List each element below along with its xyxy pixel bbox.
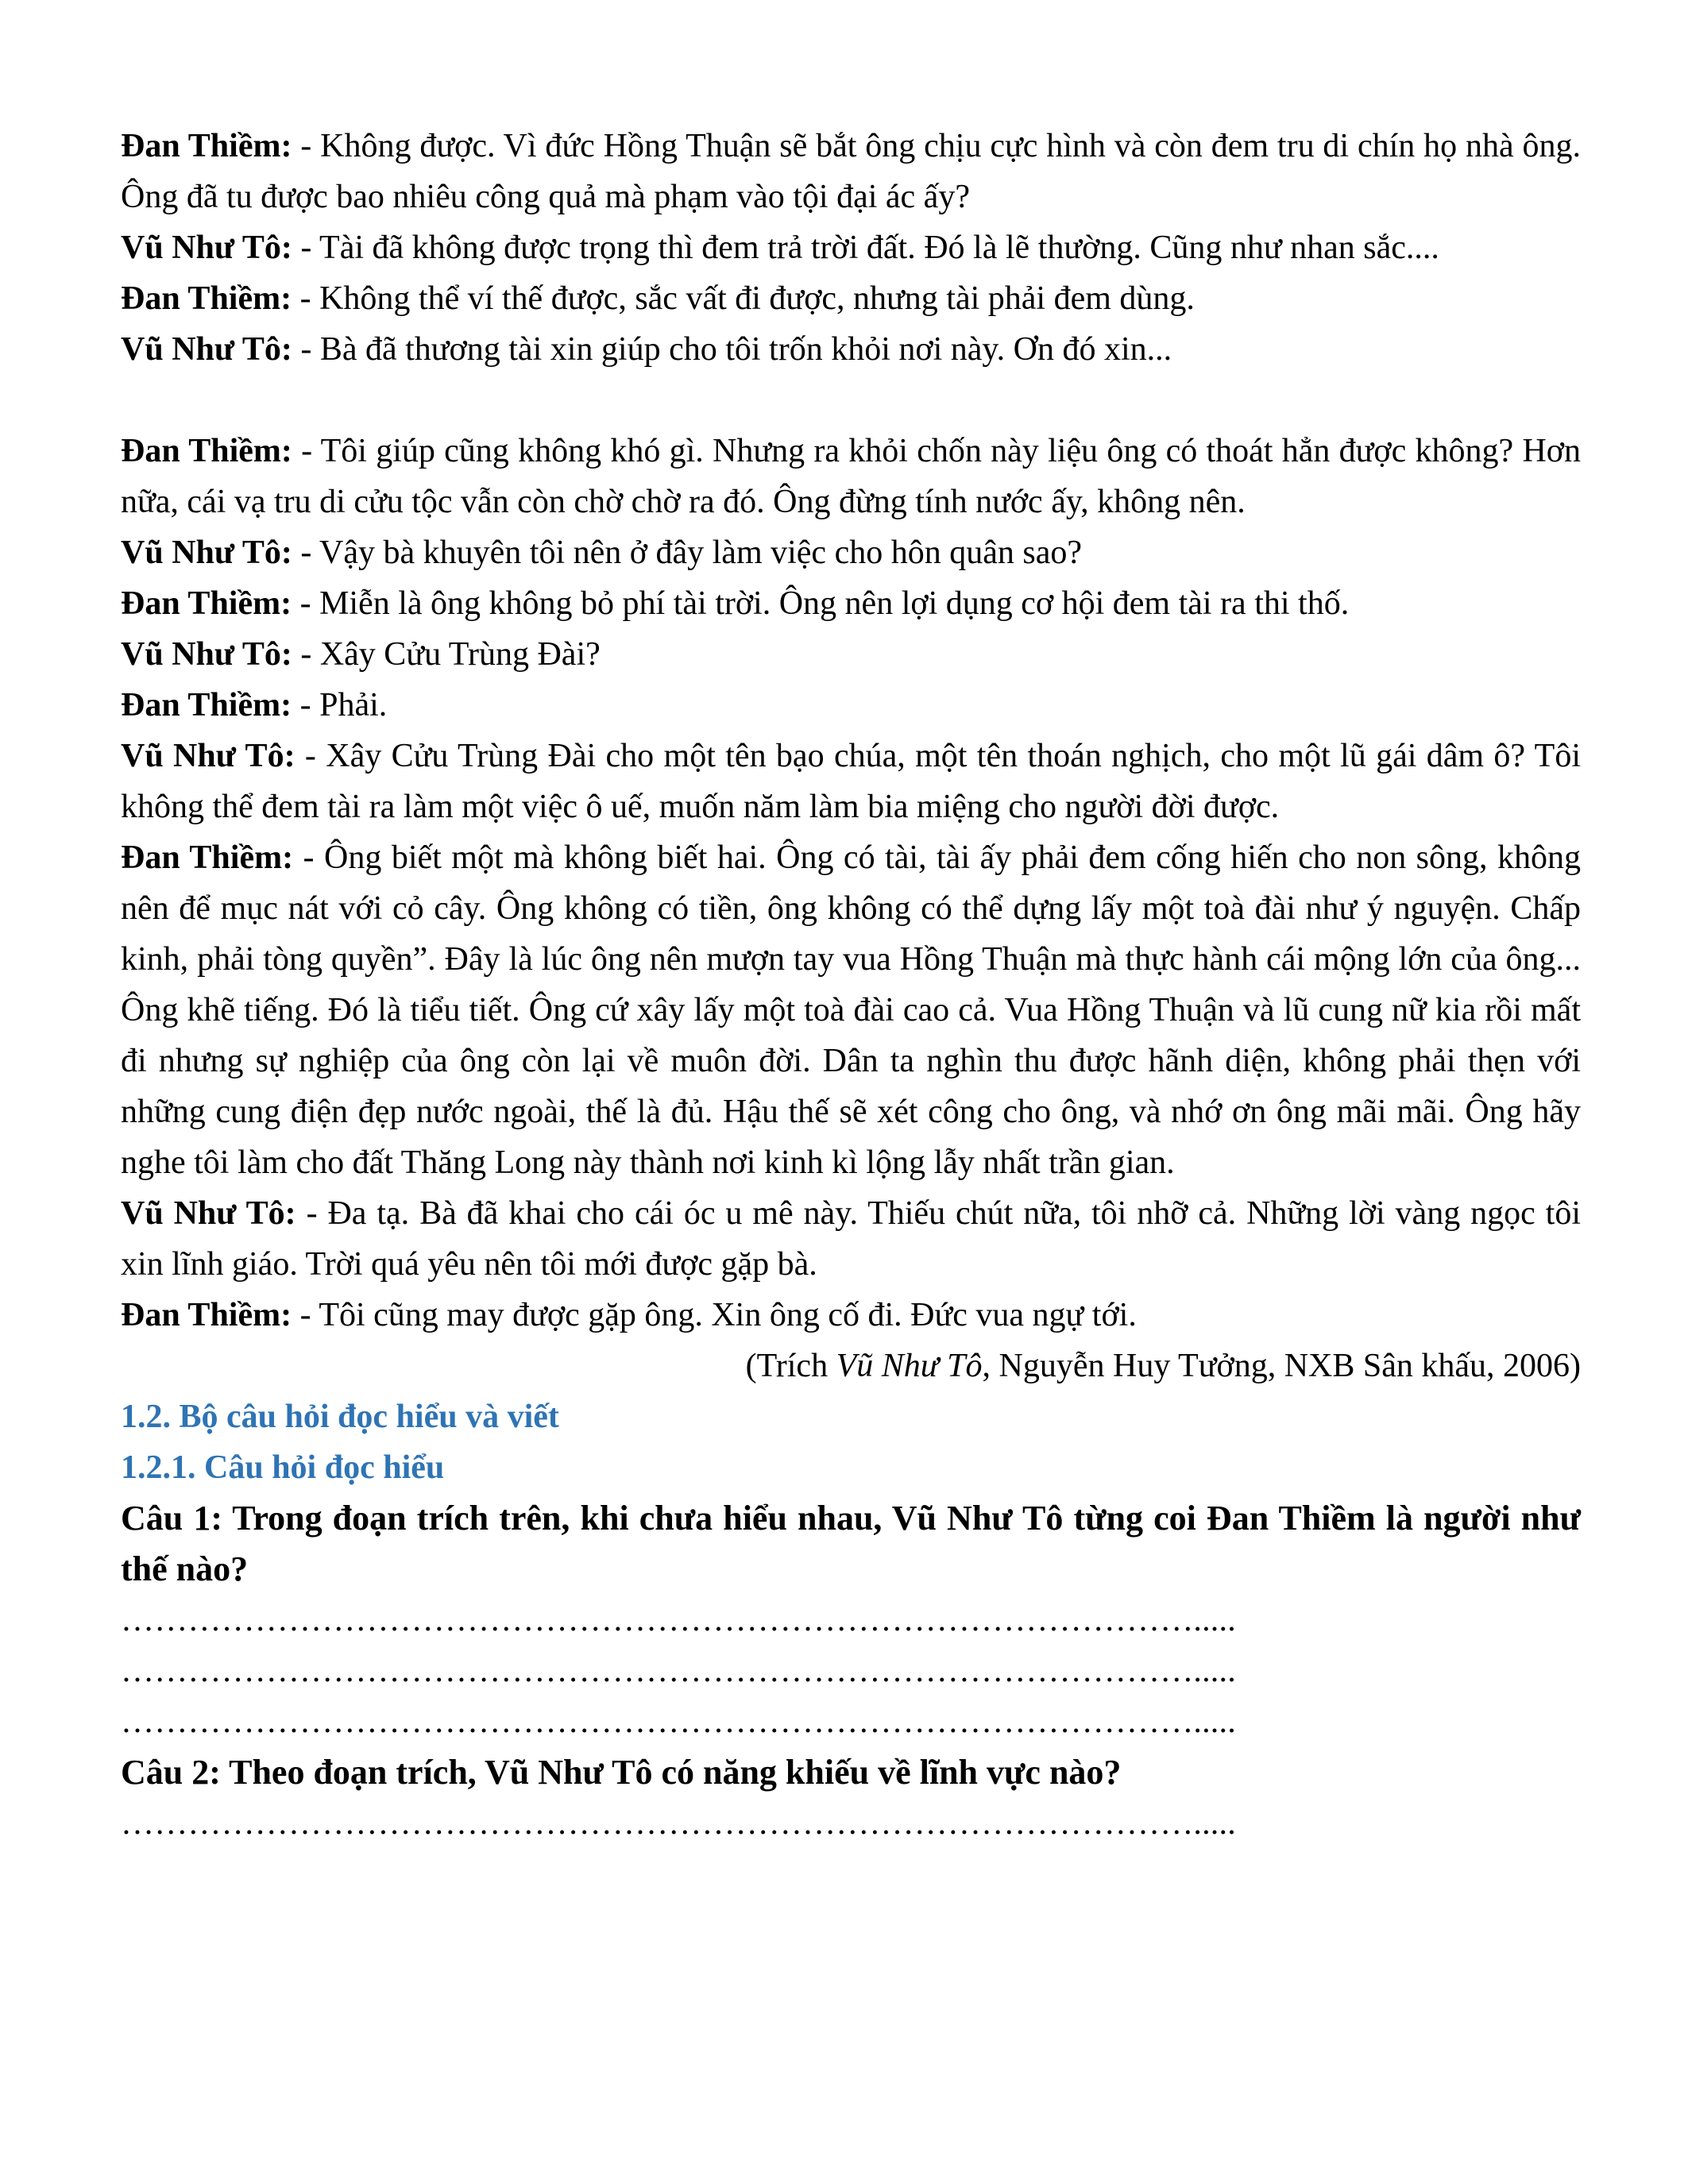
dialogue-line — [121, 629, 1581, 680]
dialogue-text: - Vậy bà khuyên tôi nên ở đây làm việc cho hôn quân sao? — [292, 534, 1082, 571]
source-citation — [121, 1341, 1581, 1391]
speaker-name: Đan Thiềm: — [121, 128, 292, 164]
dialogue-line — [121, 1290, 1581, 1341]
dialogue-line — [121, 731, 1581, 832]
speaker-name: Đan Thiềm: — [121, 433, 292, 469]
dialogue-text: - Miễn là ông không bỏ phí tài trời. Ông nên lợi dụng cơ hội đem tài ra thi thố. — [292, 585, 1350, 622]
dialogue-text: - Phải. — [292, 687, 388, 723]
speaker-name: Vũ Như Tô: — [121, 331, 292, 368]
dialogue-text: - Tôi cũng may được gặp ông. Xin ông cố đi. Đức vua ngự tới. — [292, 1297, 1137, 1333]
dialogue-text: - Xây Cửu Trùng Đài? — [292, 636, 601, 673]
question-2: Câu 2: Theo đoạn trích, Vũ Như Tô có năng khiếu về lĩnh vực nào? — [121, 1753, 1122, 1792]
dialogue-text: - Tôi giúp cũng không khó gì. Nhưng ra khỏi chốn này liệu ông có thoát hẳn được không? Hơn nữa, cái vạ tru di cửu tộc vẫn còn chờ chờ ra đó. Ông đừng tính nước ấy, không nên. — [121, 433, 1581, 520]
dialogue-line — [121, 324, 1581, 375]
dialogue-line — [121, 1188, 1581, 1290]
dialogue-text: - Không được. Vì đức Hồng Thuận sẽ bắt ông chịu cực hình và còn đem tru di chín họ nhà ông. Ông đã tu được bao nhiêu công quả mà phạm vào tội đại ác ấy? — [121, 128, 1581, 215]
dialogue-line — [121, 222, 1581, 273]
dialogue-text: - Ông biết một mà không biết hai. Ông có tài, tài ấy phải đem cống hiến cho non sông, không nên để mục nát với cỏ cây. Ông không có tiền, ông không có thể dựng lấy một toà đài như ý nguyện. Chấp kinh, phải tòng quyền”. Đây là lúc ông nên mượn tay vua Hồng Thuận mà thực hành cái mộng lớn của ông... Ông khẽ tiếng. Đó là tiểu tiết. Ông cứ xây lấy một toà đài cao cả. Vua Hồng Thuận và lũ cung nữ kia rồi mất đi nhưng sự nghiệp của ông còn lại về muôn đời. Dân ta nghìn thu được hãnh diện, không phải thẹn với những cung điện đẹp nước ngoài, thế là đủ. Hậu thế sẽ xét công cho ông, và nhớ ơn ông mãi mãi. Ông hãy nghe tôi làm cho đất Thăng Long này thành nơi kinh kì lộng lẫy nhất trần gian. — [121, 839, 1581, 1181]
dialogue-line — [121, 121, 1581, 222]
speaker-name: Vũ Như Tô: — [121, 534, 292, 571]
answer-line[interactable]: ……………………………………………………………………………………..... — [121, 1602, 1236, 1638]
section-heading: 1.2. Bộ câu hỏi đọc hiểu và viết — [121, 1399, 559, 1435]
speaker-name: Đan Thiềm: — [121, 1297, 292, 1333]
dialogue-text: - Xây Cửu Trùng Đài cho một tên bạo chúa, một tên thoán nghịch, cho một lũ gái dâm ô? Tôi không thể đem tài ra làm một việc ô uế, muốn năm làm bia miệng cho người đời được. — [121, 738, 1581, 825]
dialogue-line — [121, 680, 1581, 731]
dialogue-line — [121, 832, 1581, 1188]
speaker-name: Đan Thiềm: — [121, 585, 292, 622]
speaker-name: Vũ Như Tô: — [121, 1195, 296, 1232]
answer-line[interactable]: ……………………………………………………………………………………..... — [121, 1704, 1236, 1740]
dialogue-line — [121, 578, 1581, 629]
source-prefix: (Trích — [745, 1348, 836, 1384]
speaker-name: Đan Thiềm: — [121, 280, 292, 317]
dialogue-text: - Không thể ví thế được, sắc vất đi được, nhưng tài phải đem dùng. — [292, 280, 1195, 317]
dialogue-text: - Tài đã không được trọng thì đem trả trời đất. Đó là lẽ thường. Cũng như nhan sắc.... — [292, 230, 1439, 266]
document-page — [121, 121, 1581, 1849]
dialogue-text: - Bà đã thương tài xin giúp cho tôi trốn khỏi nơi này. Ơn đó xin... — [292, 331, 1172, 368]
dialogue-line — [121, 273, 1581, 324]
question-1: Câu 1: Trong đoạn trích trên, khi chưa hiểu nhau, Vũ Như Tô từng coi Đan Thiềm là người như thế nào? — [121, 1499, 1581, 1588]
speaker-name: Vũ Như Tô: — [121, 738, 295, 774]
source-title: Vũ Như Tô — [836, 1348, 983, 1384]
source-suffix: , Nguyễn Huy Tưởng, NXB Sân khấu, 2006) — [982, 1348, 1581, 1384]
answer-line[interactable]: ……………………………………………………………………………………..... — [121, 1653, 1236, 1689]
dialogue-line — [121, 426, 1581, 527]
dialogue-text: - Đa tạ. Bà đã khai cho cái óc u mê này. Thiếu chút nữa, tôi nhỡ cả. Những lời vàng ngọc tôi xin lĩnh giáo. Trời quá yêu nên tôi mới được gặp bà. — [121, 1195, 1581, 1283]
speaker-name: Vũ Như Tô: — [121, 636, 292, 673]
dialogue-line — [121, 527, 1581, 578]
paragraph-gap — [121, 375, 1581, 426]
speaker-name: Đan Thiềm: — [121, 839, 294, 876]
subsection-heading: 1.2.1. Câu hỏi đọc hiểu — [121, 1449, 445, 1486]
speaker-name: Đan Thiềm: — [121, 687, 292, 723]
speaker-name: Vũ Như Tô: — [121, 230, 292, 266]
answer-line[interactable]: ……………………………………………………………………………………..... — [121, 1805, 1236, 1842]
